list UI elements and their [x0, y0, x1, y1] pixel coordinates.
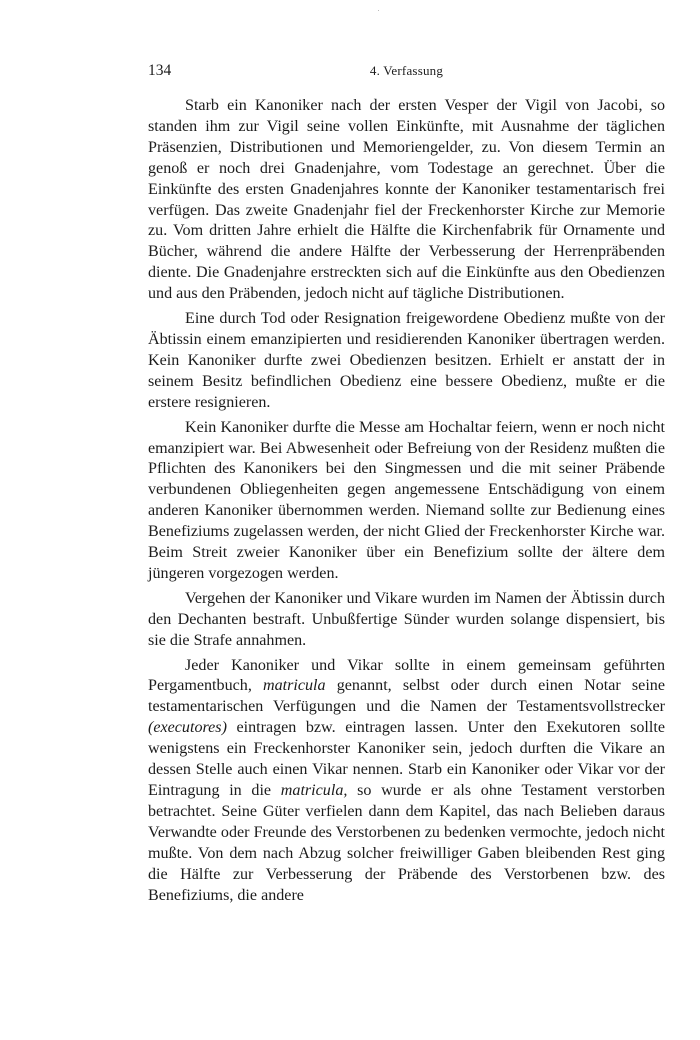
paragraph-text: Starb ein Kanoniker nach der ersten Vesper der Vigil von Jacobi, so standen ihm zur Vigil seine vollen Einkünfte, mit Ausnahme der täglichen Präsenzien, Distributionen und Memoriengelder, zu. Von diesem Termin an genoß er noch drei Gnadenjahre, vom Todestage an gerechnet. Über die Einkünfte des ersten Gnadenjahres konnte der Kanoniker testamentarisch frei verfügen. Das zweite Gnadenjahr fiel der Freckenhorster Kirche zur Memorie zu. Vom dritten Jahre erhielt die Hälfte die Kirchenfabrik für Ornamente und Bücher, während die andere Hälfte der Verbesserung der Herrenpräbenden diente. Die Gnadenjahre erstreckten sich auf die Einkünfte aus den Obedienzen und aus den Präbenden, jedoch nicht auf tägliche Distributionen. [148, 97, 665, 303]
paragraph-text: Jeder Kanoniker und Vikar sollte in einem gemeinsam geführten Pergamentbuch, [148, 656, 665, 695]
paragraph-text: genannt, selbst oder durch einen Notar seine testamentarischen Verfügungen und die Namen der Testamentsvollstrecker [148, 677, 665, 716]
paragraph-1 [148, 96, 665, 305]
body-text [148, 96, 665, 906]
book-page [148, 62, 665, 906]
paragraph-text: Eine durch Tod oder Resignation freigewordene Obedienz mußte von der Äbtissin einem emanzipierten und residierenden Kanoniker übertragen werden. Kein Kanoniker durfte zwei Obedienzen besitzen. Erhielt er anstatt der in seinem Besitz befindlichen Obedienz eine bessere Obedienz, mußte er die erstere resignieren. [148, 310, 665, 411]
paragraph-text: Kein Kanoniker durfte die Messe am Hochaltar feiern, wenn er noch nicht emanzipiert war. Bei Abwesenheit oder Befreiung von der Residenz mußten die Pflichten des Kanonikers bei den Singmessen und die mit seiner Präbende verbundenen Obliegenheiten gegen angemessene Entschädigung von einem anderen Kanoniker übernommen werden. Niemand sollte zur Bedienung eines Benefiziums zugelassen werden, der nicht Glied der Freckenhorster Kirche war. Beim Streit zweier Kanoniker über ein Benefizium sollte der ältere dem jüngeren vorgezogen werden. [148, 418, 665, 582]
scan-speck [378, 10, 379, 11]
paragraph-2 [148, 309, 665, 414]
paragraph-text: Vergehen der Kanoniker und Vikare wurden im Namen der Äbtissin durch den Dechanten bestraft. Unbußfertige Sünder wurden solange dispensiert, bis sie die Strafe annahmen. [148, 589, 665, 649]
italic-term-matricula: matricula [262, 677, 326, 695]
page-header [148, 62, 665, 88]
paragraph-3 [148, 418, 665, 585]
page-number: 134 [148, 62, 172, 79]
paragraph-text: eintragen bzw. eintragen lassen. Unter den Exekutoren sollte wenigstens ein Freckenhorster Kanoniker sein, jedoch durften die Vikare an dessen Stelle auch einen Vikar nennen. Starb ein Kanoniker oder Vikar vor der Eintragung in die [148, 719, 665, 799]
paragraph-5 [148, 656, 665, 907]
running-head: 4. Verfassung [369, 63, 444, 78]
italic-term-executores: (executores) [148, 719, 227, 737]
paragraph-text: so wurde er als ohne Testament verstorben betrachtet. Seine Güter verfielen dann dem Kapitel, das nach Belieben daraus Verwandte oder Freunde des Verstorbenen zu bedenken vermochte, jedoch nicht mußte. Von dem nach Abzug solcher freiwilliger Gaben bleibenden Rest ging die Hälfte zur Verbesserung der Präbende des Verstorbenen bzw. des Benefiziums, die andere [148, 782, 665, 904]
italic-term-matricula: matricula, [280, 782, 348, 799]
paragraph-4 [148, 589, 665, 652]
